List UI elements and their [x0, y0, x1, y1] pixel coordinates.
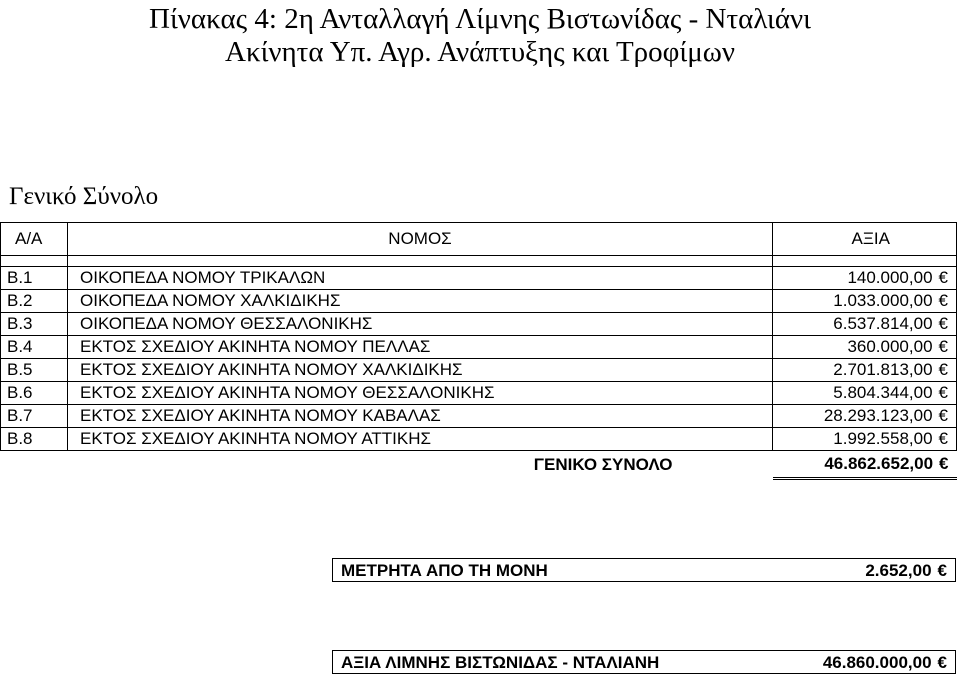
row-value-cell: [773, 313, 957, 336]
spacer-row: [1, 256, 957, 267]
euro-icon: €: [938, 314, 948, 333]
euro-icon: €: [939, 454, 949, 473]
table-row: [1, 290, 957, 313]
total-value-cell: [773, 451, 957, 479]
lake-amount: [823, 651, 947, 675]
euro-icon: €: [937, 561, 947, 580]
row-value: 360.000,00: [847, 337, 933, 356]
row-code: Β.4: [1, 336, 68, 359]
lake-value-box: [332, 650, 956, 674]
total-label: ΓΕΝΙΚΟ ΣΥΝΟΛΟ: [533, 454, 673, 474]
row-code: Β.5: [1, 359, 68, 382]
row-code: Β.8: [1, 428, 68, 451]
header-nomos: ΝΟΜΟΣ: [68, 223, 773, 256]
row-description: ΟΙΚΟΠΕΔΑ ΝΟΜΟΥ ΤΡΙΚΑΛΩΝ: [68, 267, 773, 290]
euro-icon: €: [938, 337, 948, 356]
row-value: 2.701.813,00: [833, 360, 933, 379]
row-code: Β.2: [1, 290, 68, 313]
row-description: ΕΚΤΟΣ ΣΧΕΔΙΟΥ ΑΚΙΝΗΤΑ ΝΟΜΟΥ ΧΑΛΚΙΔΙΚΗΣ: [68, 359, 773, 382]
row-description: ΕΚΤΟΣ ΣΧΕΔΙΟΥ ΑΚΙΝΗΤΑ ΝΟΜΟΥ ΑΤΤΙΚΗΣ: [68, 428, 773, 451]
cash-summary-box: [332, 558, 956, 582]
row-value-cell: [773, 290, 957, 313]
row-value-cell: [773, 382, 957, 405]
row-description: ΟΙΚΟΠΕΔΑ ΝΟΜΟΥ ΧΑΛΚΙΔΙΚΗΣ: [68, 290, 773, 313]
table-row: [1, 428, 957, 451]
total-value: 46.862.652,00: [824, 454, 934, 473]
row-code: Β.6: [1, 382, 68, 405]
row-value: 1.033.000,00: [833, 291, 933, 310]
row-value: 1.992.558,00: [833, 429, 933, 448]
row-value: 140.000,00: [847, 268, 933, 287]
section-title: Γενικό Σύνολο: [9, 183, 159, 210]
row-value: 5.804.344,00: [833, 383, 933, 402]
properties-table: [0, 222, 957, 480]
row-description: ΕΚΤΟΣ ΣΧΕΔΙΟΥ ΑΚΙΝΗΤΑ ΝΟΜΟΥ ΚΑΒΑΛΑΣ: [68, 405, 773, 428]
euro-icon: €: [938, 429, 948, 448]
page-title: Πίνακας 4: 2η Ανταλλαγή Λίμνης Βιστωνίδας - Νταλιάνι: [149, 3, 811, 35]
page-subtitle: Ακίνητα Υπ. Αγρ. Ανάπτυξης και Τροφίμων: [225, 36, 735, 68]
row-code: Β.3: [1, 313, 68, 336]
table-row: [1, 336, 957, 359]
euro-icon: €: [938, 360, 948, 379]
table-row: [1, 405, 957, 428]
row-value: 28.293.123,00: [823, 406, 933, 425]
table-row: [1, 382, 957, 405]
header-aa: Α/Α: [1, 223, 68, 256]
row-value-cell: [773, 359, 957, 382]
row-code: Β.7: [1, 405, 68, 428]
table-header-row: [1, 223, 957, 256]
row-description: ΕΚΤΟΣ ΣΧΕΔΙΟΥ ΑΚΙΝΗΤΑ ΝΟΜΟΥ ΠΕΛΛΑΣ: [68, 336, 773, 359]
euro-icon: €: [938, 383, 948, 402]
row-code: Β.1: [1, 267, 68, 290]
lake-label: ΑΞΙΑ ΛΙΜΝΗΣ ΒΙΣΤΩΝΙΔΑΣ - ΝΤΑΛΙΑΝΗ: [341, 653, 660, 672]
row-value-cell: [773, 267, 957, 290]
row-description: ΕΚΤΟΣ ΣΧΕΔΙΟΥ ΑΚΙΝΗΤΑ ΝΟΜΟΥ ΘΕΣΣΑΛΟΝΙΚΗΣ: [68, 382, 773, 405]
cash-label: ΜΕΤΡΗΤΑ ΑΠΟ ΤΗ ΜΟΝΗ: [341, 561, 548, 580]
row-value-cell: [773, 336, 957, 359]
cash-value: 2.652,00: [865, 561, 932, 580]
row-value-cell: [773, 405, 957, 428]
header-axia: ΑΞΙΑ: [773, 223, 957, 256]
table-row: [1, 313, 957, 336]
euro-icon: €: [938, 291, 948, 310]
euro-icon: €: [937, 653, 947, 672]
table-row: [1, 267, 957, 290]
cash-amount: [865, 559, 947, 583]
table-row: [1, 359, 957, 382]
lake-value: 46.860.000,00: [822, 653, 932, 672]
total-row: [1, 451, 957, 479]
euro-icon: €: [938, 268, 948, 287]
row-value: 6.537.814,00: [833, 314, 933, 333]
row-description: ΟΙΚΟΠΕΔΑ ΝΟΜΟΥ ΘΕΣΣΑΛΟΝΙΚΗΣ: [68, 313, 773, 336]
euro-icon: €: [938, 406, 948, 425]
row-value-cell: [773, 428, 957, 451]
